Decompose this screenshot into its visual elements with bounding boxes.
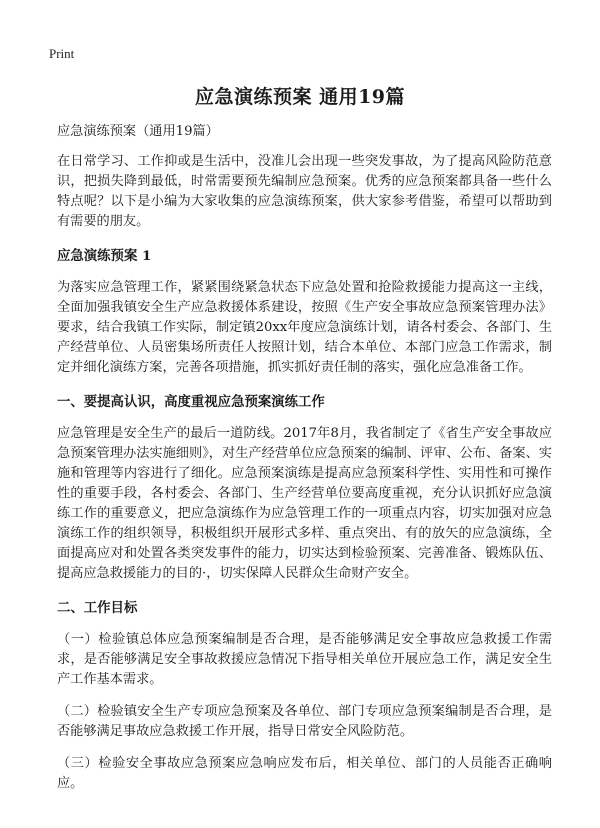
goal-item-3: （三）检验安全事故应急预案应急响应发布后，相关单位、部门的人员能否正确响应。 — [57, 756, 552, 791]
section-heading-1: 应急演练预案 1 — [57, 248, 152, 264]
print-link[interactable]: Print — [49, 46, 75, 61]
document-body — [57, 122, 552, 806]
document-subtitle: 应急演练预案（通用19篇） — [57, 124, 219, 139]
goal-item-2: （二）检验镇安全生产专项应急预案及各单位、部门专项应急预案编制是否合理，是否能够满足事故应急救援工作开展，指导日常安全风险防范。 — [57, 704, 552, 739]
goal-item-1: （一）检验镇总体应急预案编制是否合理，是否能够满足安全事故应急救援工作需求，是否能够满足安全事故救援应急情况下指导相关单位开展应急工作，满足安全生产工作基本需求。 — [57, 632, 552, 687]
page-title: 应急演练预案 通用19篇 — [194, 86, 406, 108]
awareness-paragraph: 应急管理是安全生产的最后一道防线。2017年8月，我省制定了《省生产安全事故应急预案管理办法实施细则》，对生产经营单位应急预案的编制、评审、公布、备案、实施和管理等内容进行了细化。应急预案演练是提高应急预案科学性、实用性和可操作性的重要手段，各村委会、各部门、生产经营单位要高度重视，充分认识抓好应急演练工作的重要意义，把应急演练作为应急管理工作的一项重点内容，切实加强对应急演练工作的组织领导，积极组织开展形式多样、重点突出、有的放矢的应急演练，全面提高应对和处置各类突发事件的能力，切实达到检验预案、完善准备、锻炼队伍、提高应急救援能力的目的·，切实保障人民群众生命财产安全。 — [57, 426, 552, 581]
section-1-paragraph: 为落实应急管理工作，紧紧围绕紧急状态下应急处置和抢险救援能力提高这一主线，全面加强我镇安全生产应急救援体系建设，按照《生产安全事故应急预案管理办法》要求，结合我镇工作实际，制定镇20xx年度应急演练计划，请各村委会、各部门、生产经营单位、人员密集场所责任人按照计划，结合本单位、本部门应急工作需求，制定并细化演练方案，完善各项措施，抓实抓好责任制的落实，强化应急准备工作。 — [57, 280, 552, 375]
heading-work-goals: 二、工作目标 — [57, 600, 138, 616]
intro-paragraph: 在日常学习、工作抑或是生活中，没准儿会出现一些突发事故，为了提高风险防范意识，把损失降到最低，时常需要预先编制应急预案。优秀的应急预案都具备一些什么特点呢？以下是小编为大家收集的应急演练预案，供大家参考借鉴，希望可以帮助到有需要的朋友。 — [57, 154, 552, 229]
heading-raise-awareness: 一、要提高认识，高度重视应急预案演练工作 — [57, 394, 325, 410]
